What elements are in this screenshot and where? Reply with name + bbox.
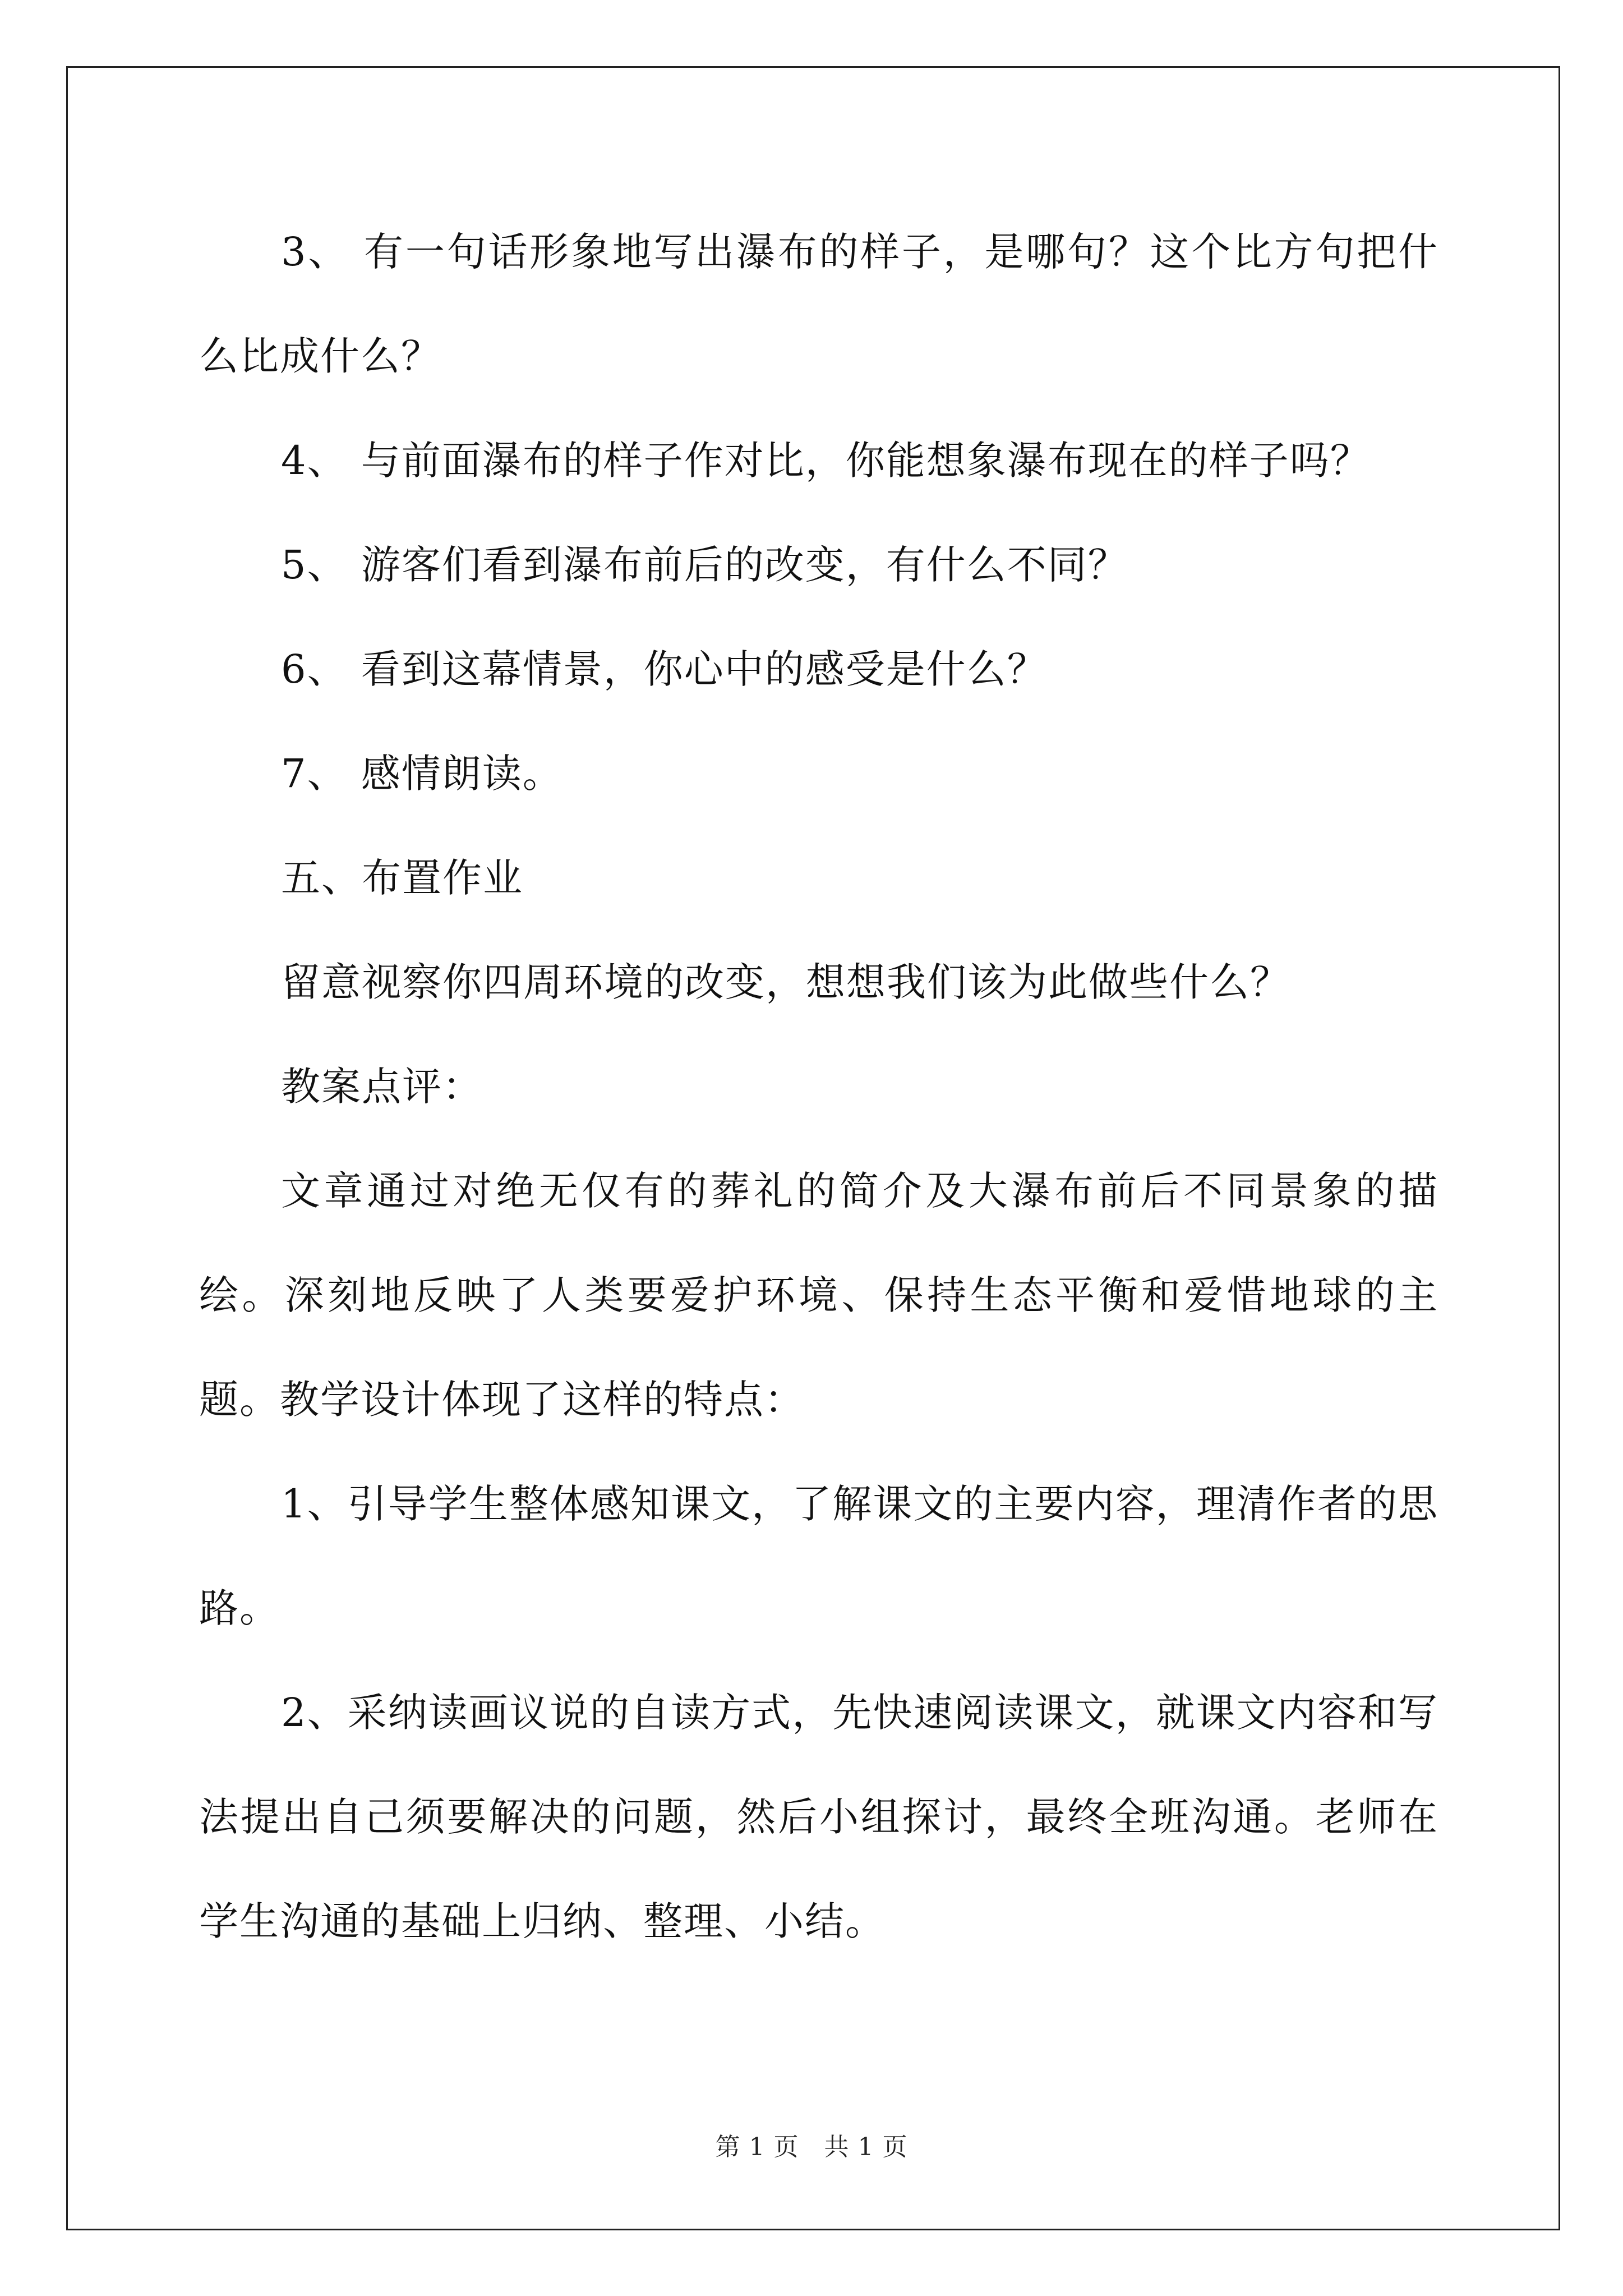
section-heading-review: 教案点评： [281, 1064, 483, 1110]
paragraph-homework: 留意视察你四周环境的改变，想想我们该为此做些什么？ [281, 959, 1290, 1005]
paragraph-point-2: 2、采纳读画议说的自读方式，先快速阅读课文，就课文内容和写法提出自己须要解决的问题，然后小组探讨，最终全班沟通。老师在学生沟通的基础上归纳、整理、小结。 [199, 1690, 1438, 1944]
paragraph-point-1: 1、引导学生整体感知课文，了解课文的主要内容，理清作者的思路。 [199, 1481, 1438, 1631]
paragraph-q4: 4、 与前面瀑布的样子作对比，你能想象瀑布现在的样子吗？ [281, 438, 1371, 484]
page-footer: 第 1 页 共 1 页 [715, 2133, 908, 2161]
paragraph-review: 文章通过对绝无仅有的葬礼的简介及大瀑布前后不同景象的描绘。深刻地反映了人类要爱护环境、保持生态平衡和爱惜地球的主题。教学设计体现了这样的特点： [199, 1168, 1438, 1423]
paragraph-q5: 5、 游客们看到瀑布前后的改变，有什么不同？ [281, 542, 1128, 588]
section-heading-homework: 五、布置作业 [281, 855, 523, 901]
paragraph-q6: 6、 看到这幕情景，你心中的感受是什么？ [281, 646, 1048, 692]
paragraph-q7: 7、 感情朗读。 [281, 751, 563, 797]
paragraph-q3: 3、 有一句话形象地写出瀑布的样子，是哪句？这个比方句把什么比成什么？ [199, 229, 1438, 379]
